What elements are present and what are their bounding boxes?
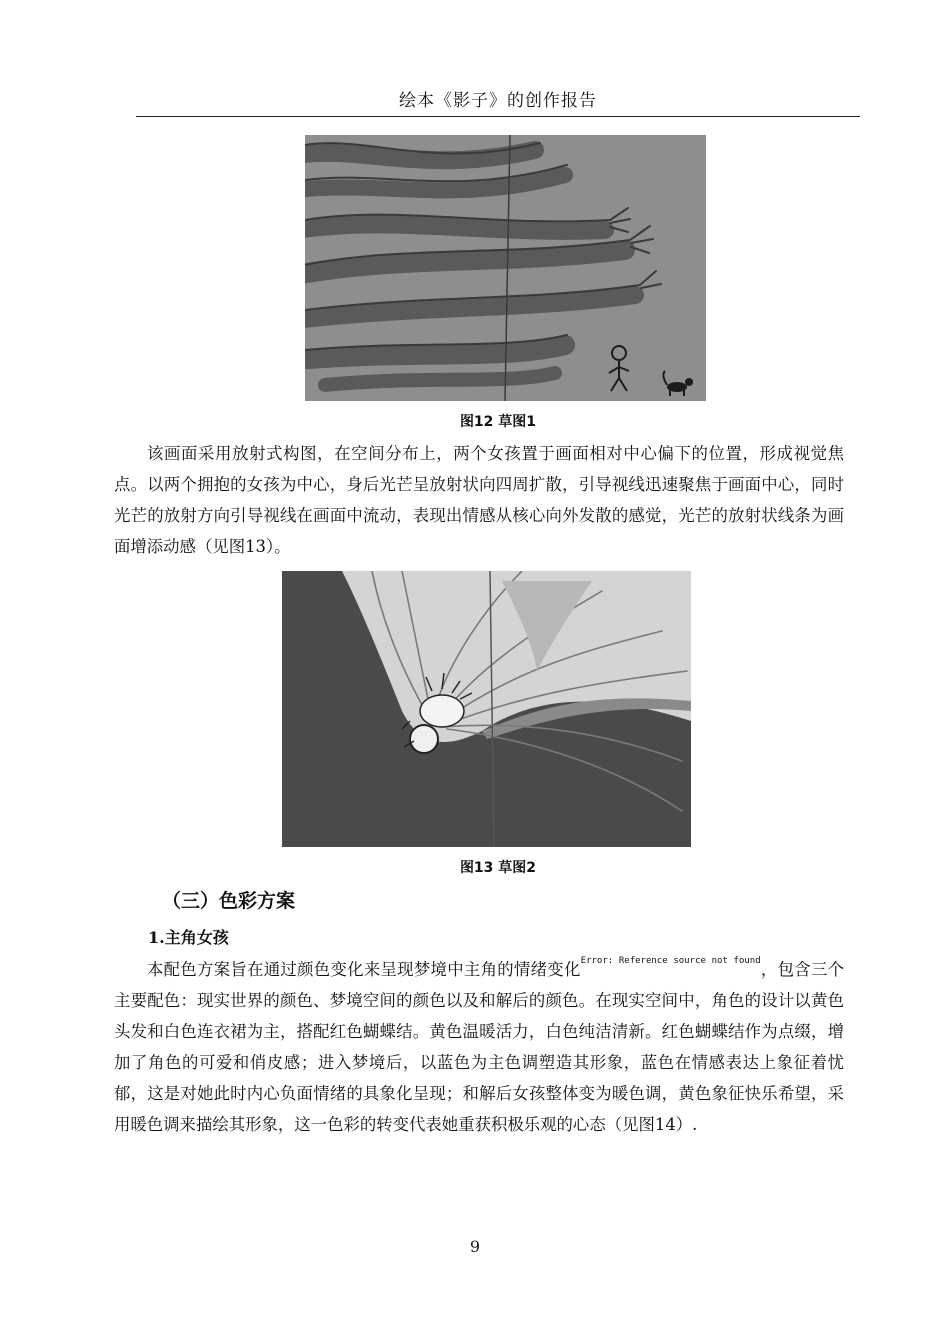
sketch-1-illustration <box>305 135 706 401</box>
subsection-title: 主角女孩 <box>164 928 229 947</box>
figure-12-sketch <box>305 135 706 401</box>
header-title: 绘本《影子》的创作报告 <box>399 91 597 111</box>
body-paragraph-composition: 该画面采用放射式构图，在空间分布上，两个女孩置于画面相对中心偏下的位置，形成视觉焦点。以两个拥抱的女孩为中心，身后光芒呈放射状向四周扩散，引导视线迅速聚焦于画面中心，同时光芒的放射方向引导视线在画面中流动，表现出情感从核心向外发散的感觉，光芒的放射状线条为画面增添动感（见图13）。 <box>114 444 844 556</box>
running-header <box>136 88 860 117</box>
figure-13-sketch <box>282 571 691 847</box>
body-paragraph-color-scheme <box>114 954 844 1140</box>
section-heading-color-scheme: （三）色彩方案 <box>162 890 296 912</box>
paragraph-rest-text: ，包含三个主要配色：现实世界的颜色、梦境空间的颜色以及和解后的颜色。在现实空间中，角色的设计以黄色头发和白色连衣裙为主，搭配红色蝴蝶结。黄色温暖活力，白色纯洁清新。红色蝴蝶结作为点缀，增加了角色的可爱和俏皮感；进入梦境后，以蓝色为主色调塑造其形象，蓝色在情感表达上象征着忧郁，这是对她此时内心负面情绪的具象化呈现；和解后女孩整体变为暖色调，黄色象征快乐希望，采用暖色调来描绘其形象，这一色彩的转变代表她重获积极乐观的心态（见图14）. <box>114 960 845 1134</box>
reference-error-note: Error: Reference source not found <box>580 956 761 966</box>
sketch-2-illustration <box>282 571 691 847</box>
paragraph-lead-text: 本配色方案旨在通过颜色变化来呈现梦境中主角的情绪变化 <box>147 960 581 979</box>
subsection-number: 1. <box>148 928 165 947</box>
figure-13-caption: 图13 草图2 <box>459 860 537 876</box>
page-number: 9 <box>469 1237 481 1256</box>
figure-12-caption: 图12 草图1 <box>459 414 537 430</box>
subsection-heading-protagonist <box>148 924 229 952</box>
